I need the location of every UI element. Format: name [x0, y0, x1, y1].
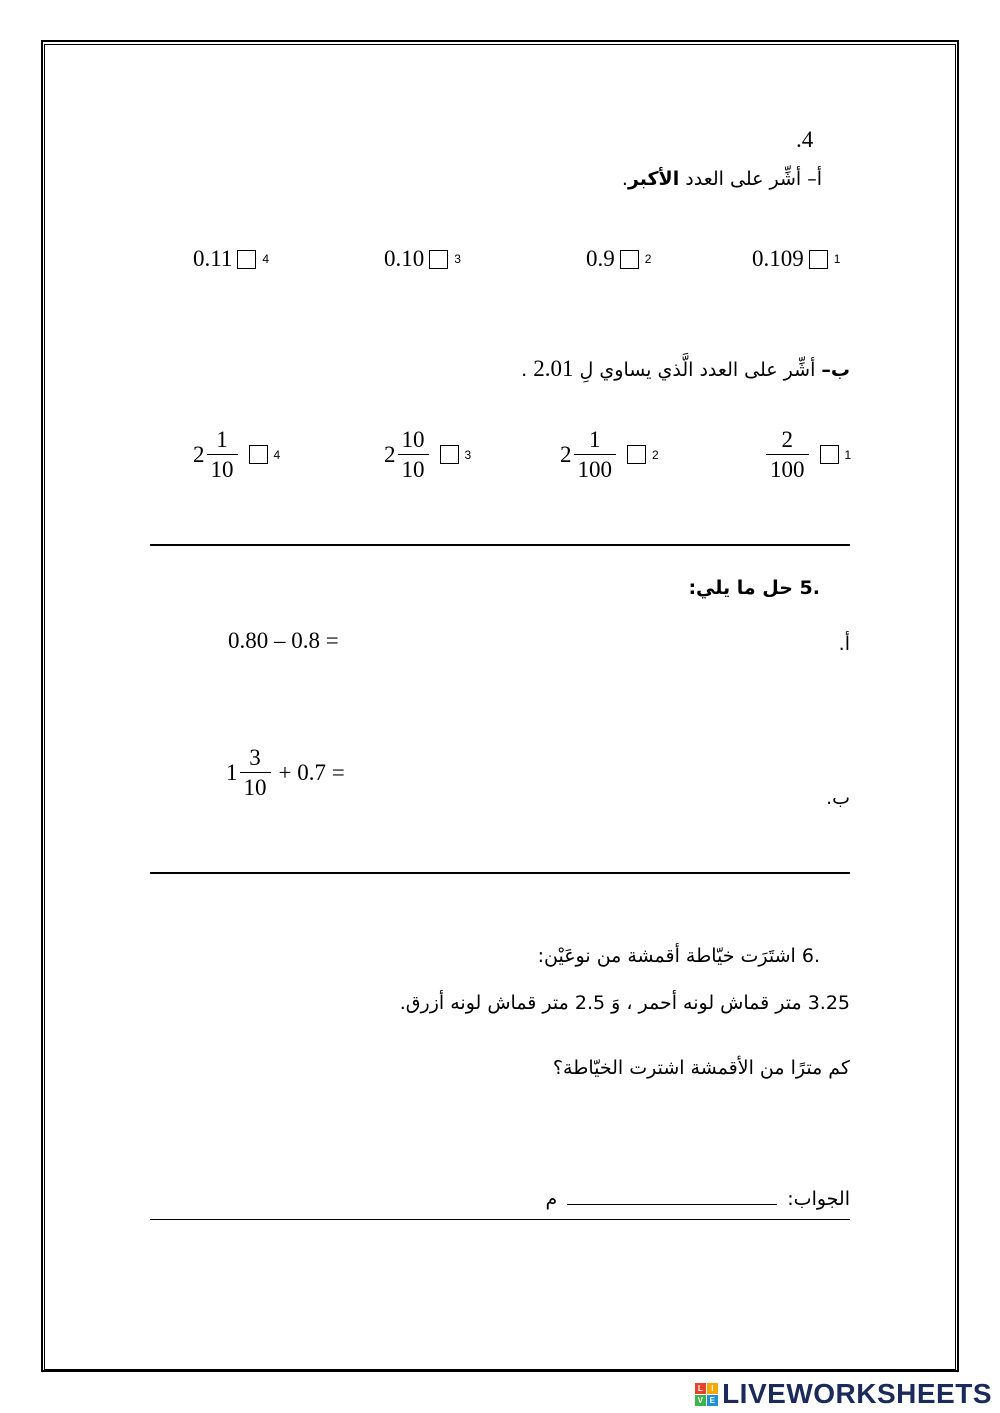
q5b-rest: + 0.7 =: [278, 759, 345, 785]
q5b-denominator: 10: [240, 772, 271, 799]
q4a-option-4-checkbox[interactable]: [237, 250, 256, 269]
q6-answer-label: الجواب:: [787, 1188, 850, 1210]
q4b-option-3-denominator: 10: [398, 454, 429, 481]
q4b-option-1-denominator: 100: [766, 454, 809, 481]
liveworksheets-logo: [695, 1378, 992, 1410]
q4b-option-3-index: 3: [464, 447, 472, 462]
q4b-option-2-index: 2: [652, 447, 659, 462]
q6-data: 3.25 متر قماش لونه أحمر ، وَ 2.5 متر قماش لونه أزرق.: [399, 992, 850, 1014]
logo-mark-l: L: [695, 1383, 706, 1394]
q4b-option-4-numerator: 1: [216, 427, 228, 452]
q5b-numerator: 3: [249, 745, 261, 770]
q4b-prefix: ب–: [821, 359, 850, 381]
q4a-option-2-checkbox[interactable]: [620, 250, 639, 269]
divider-3: [150, 1219, 850, 1220]
logo-mark-i: I: [707, 1383, 718, 1394]
q4b-option-4-denominator: 10: [207, 454, 238, 481]
q4a-bold: الأكبر: [627, 168, 680, 190]
q4b-option-4-whole: 2: [193, 441, 205, 467]
q6-intro: .6 اشتَرَت خيّاطة أقمشة من نوعَيْن:: [537, 945, 820, 967]
q4b-option-1-numerator: 2: [781, 427, 793, 452]
q4b-option-2-numerator: 1: [589, 427, 601, 452]
q4b-option-4-index: 4: [273, 447, 281, 462]
q4b-option-2-checkbox[interactable]: [627, 445, 646, 464]
q4a-option-3: [384, 246, 461, 272]
q5a-label: أ.: [838, 633, 850, 655]
q4a-prefix: أ–: [801, 168, 822, 190]
q4a-text: أشِّر على العدد: [679, 168, 802, 190]
q4a-option-1: [752, 246, 840, 272]
q4b-option-1-fraction: [766, 428, 809, 481]
q4a-instruction: [622, 168, 822, 190]
divider-2: [150, 872, 850, 874]
q4b-option-1-index: 1: [844, 447, 852, 462]
q4b-option-2-whole: 2: [560, 441, 572, 467]
q4b-option-2-denominator: 100: [574, 454, 617, 481]
q4b-option-3-checkbox[interactable]: [440, 445, 459, 464]
q5b-label: ب.: [826, 787, 850, 809]
q4b-value: 2.01: [533, 356, 574, 381]
logo-mark-icon: [695, 1383, 718, 1406]
logo-mark-e: E: [707, 1395, 718, 1406]
q5a-expression: 0.80 – 0.8 =: [228, 628, 339, 653]
q4a-option-3-value: 0.10: [384, 246, 425, 271]
q4b-option-3-whole: 2: [384, 441, 396, 467]
q4b-option-1: [766, 428, 851, 481]
q4b-option-3: [384, 428, 471, 481]
q5b-whole: 1: [226, 759, 238, 785]
q5b-expression: [226, 746, 345, 799]
q4a-option-3-checkbox[interactable]: [429, 250, 448, 269]
logo-text: LIVEWORKSHEETS: [722, 1378, 992, 1409]
page-border-inner: [44, 44, 956, 1370]
q4a-option-2: [586, 246, 651, 272]
q6-answer-input[interactable]: [567, 1188, 777, 1205]
q4b-option-3-mixed: [384, 428, 429, 481]
q4b-option-2: [560, 428, 659, 481]
q4a-end: .: [621, 168, 628, 190]
q4b-option-3-numerator: 10: [401, 427, 425, 452]
q4b-option-4-checkbox[interactable]: [249, 445, 268, 464]
q4b-text: أشِّر على العدد الَّذي يساوي لِ: [573, 359, 822, 381]
q4a-option-1-value: 0.109: [752, 246, 804, 271]
q4b-option-4: [193, 428, 280, 481]
logo-mark-v: V: [695, 1395, 706, 1406]
q4b-option-1-checkbox[interactable]: [820, 445, 839, 464]
q4a-option-3-index: 3: [454, 252, 461, 266]
q4a-option-4-index: 4: [262, 252, 270, 266]
q4b-instruction: [521, 356, 850, 382]
q4a-option-4: [193, 246, 269, 272]
divider-1: [150, 544, 850, 546]
q4a-option-2-index: 2: [644, 252, 652, 266]
q5-title: .5 حل ما يلي:: [688, 577, 820, 599]
q4-number: .4: [796, 127, 814, 152]
q4b-option-4-mixed: [193, 428, 238, 481]
q4b-end: .: [521, 359, 534, 381]
q4a-option-2-value: 0.9: [586, 246, 615, 271]
q6-answer-row: [546, 1188, 850, 1210]
q4a-option-1-index: 1: [833, 252, 841, 266]
q4a-option-4-value: 0.11: [193, 246, 233, 271]
q4a-option-1-checkbox[interactable]: [809, 250, 828, 269]
q6-question: كم مترًا من الأقمشة اشترت الخيّاطة؟: [552, 1057, 850, 1079]
q6-answer-unit: م: [545, 1188, 558, 1210]
q4b-option-2-mixed: [560, 428, 616, 481]
